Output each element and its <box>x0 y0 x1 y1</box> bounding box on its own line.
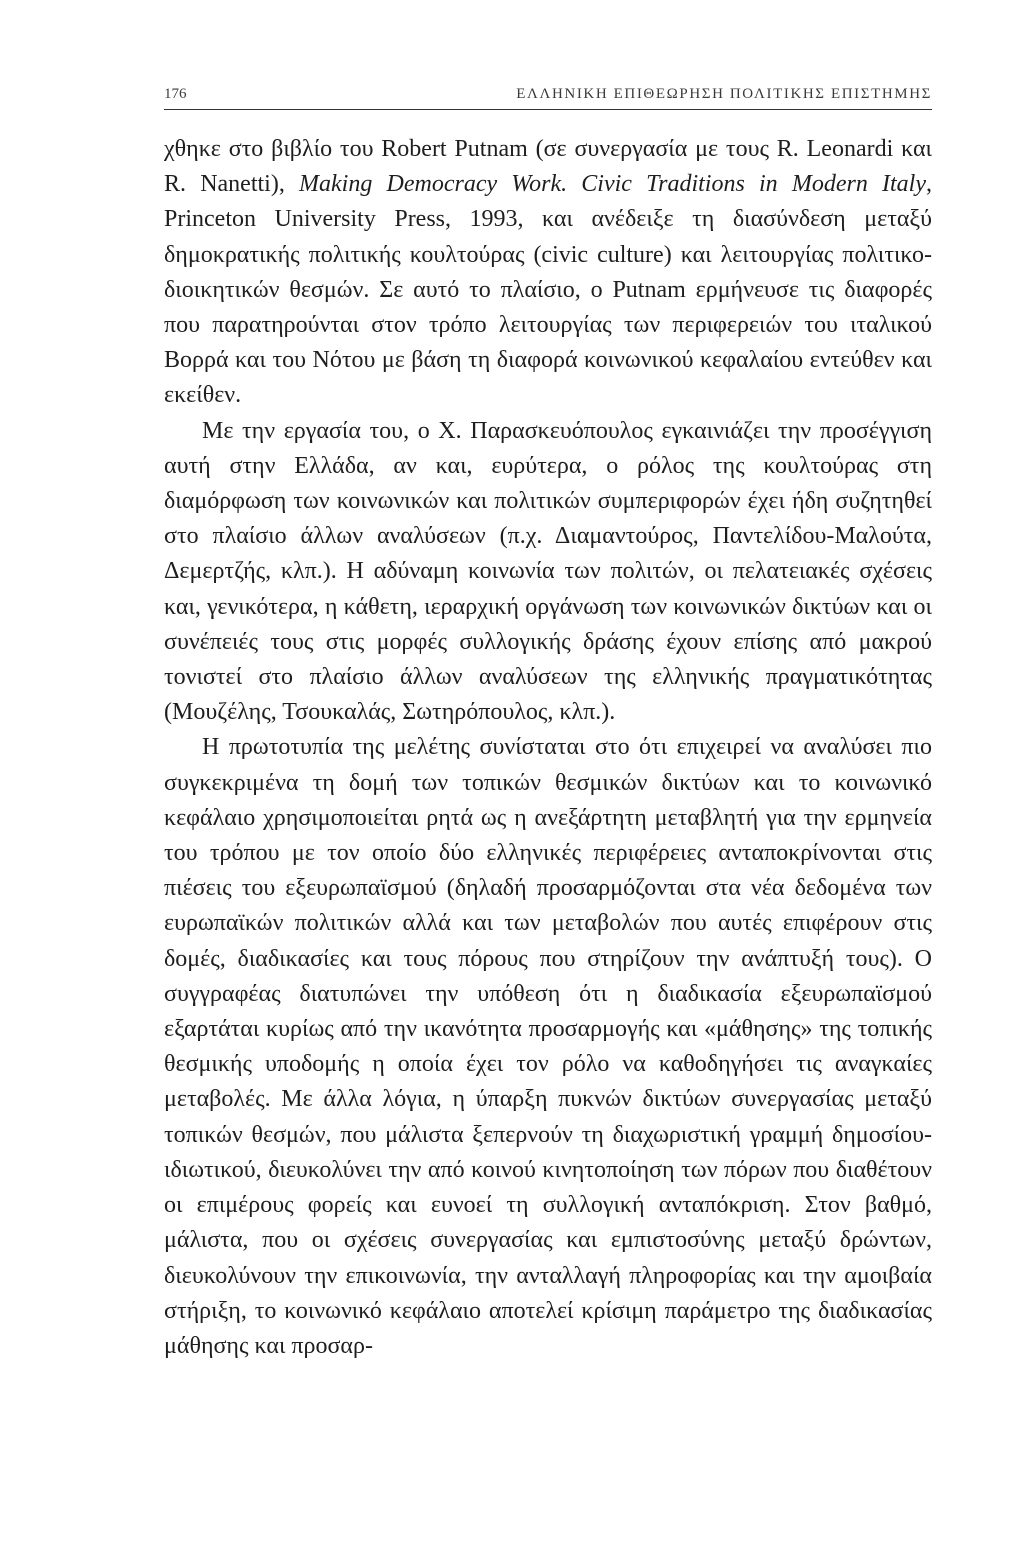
running-header <box>164 86 932 110</box>
paragraph-1-text-a: χθηκε στο βιβλίο του Robert Putnam (σε συνεργασία με τους R. Leonardi και R. Nanetti), <box>164 136 932 198</box>
page-number: 176 <box>164 86 187 102</box>
paragraph-1 <box>164 132 932 414</box>
paragraph-2: Με την εργασία του, ο Χ. Παρασκευόπουλος εγκαινιάζει την προσέγγιση αυτή στην Ελλάδα, αν και, ευρύτερα, ο ρόλος της κουλτούρας στη διαμόρφωση των κοινωνικών και πολιτικών συμπεριφορών έχει ήδη συζητηθεί στο πλαίσιο άλλων αναλύσεων (π.χ. Διαμαντούρος, Παντελίδου-Μαλούτα, Δεμερτζής, κλπ.). Η αδύναμη κοινωνία των πολιτών, οι πελατειακές σχέσεις και, γενικότερα, η κάθετη, ιεραρχική οργάνωση των κοινωνικών δικτύων και οι συνέπειές τους στις μορφές συλλογικής δράσης έχουν επίσης από μακρού τονιστεί στο πλαίσιο άλλων αναλύσεων της ελληνικής πραγματικότητας (Μουζέλης, Τσουκαλάς, Σωτηρόπουλος, κλπ.). <box>164 417 932 726</box>
book-page <box>164 86 932 1364</box>
paragraph-1-text-b: , Princeton University Press, 1993, και ανέδειξε τη διασύνδεση μεταξύ δημοκρατικής πολιτικής κουλτούρας (civic culture) και λειτουργίας πολιτικο-διοικητικών θεσμών. Σε αυτό το πλαίσιο, ο Putnam ερμήνευσε τις διαφορές που παρατηρούνται στον τρόπο λειτουργίας των περιφερειών του ιταλικού Βορρά και του Νότου με βάση τη διαφορά κοινωνικού κεφαλαίου εντεύθεν και εκείθεν. <box>164 171 932 409</box>
paragraph-3: Η πρωτοτυπία της μελέτης συνίσταται στο ότι επιχειρεί να αναλύσει πιο συγκεκριμένα τη δομή των τοπικών θεσμικών δικτύων και το κοινωνικό κεφάλαιο χρησιμοποιείται ρητά ως η ανεξάρτητη μεταβλητή για την ερμηνεία του τρόπου με τον οποίο δύο ελληνικές περιφέρειες ανταποκρίνονται στις πιέσεις του εξευρωπαϊσμού (δηλαδή προσαρμόζονται στα νέα δεδομένα των ευρωπαϊκών πολιτικών αλλά και των μεταβολών που αυτές επιφέρουν στις δομές, διαδικασίες και τους πόρους που στηρίζουν την ανάπτυξή τους). Ο συγγραφέας διατυπώνει την υπόθεση ότι η διαδικασία εξευρωπαϊσμού εξαρτάται κυρίως από την ικανότητα προσαρμογής και «μάθησης» της τοπικής θεσμικής υποδομής η οποία έχει τον ρόλο να καθοδηγήσει τις αναγκαίες μεταβολές. Με άλλα λόγια, η ύπαρξη πυκνών δικτύων συνεργασίας μεταξύ τοπικών θεσμών, που μάλιστα ξεπερνούν τη διαχωριστική γραμμή δημοσίου-ιδιωτικού, διευκολύνει την από κοινού κινητοποίηση των πόρων που διαθέτουν οι επιμέρους φορείς και ευνοεί τη συλλογική ανταπόκριση. Στον βαθμό, μάλιστα, που οι σχέσεις συνεργασίας και εμπιστοσύνης μεταξύ δρώντων, διευκολύνουν την επικοινωνία, την ανταλλαγή πληροφορίας και την αμοιβαία στήριξη, το κοινωνικό κεφάλαιο αποτελεί κρίσιμη παράμετρο της διαδικασίας μάθησης και προσαρ- <box>164 734 932 1359</box>
journal-title: ΕΛΛΗΝΙΚΗ ΕΠΙΘΕΩΡΗΣΗ ΠΟΛΙΤΙΚΗΣ ΕΠΙΣΤΗΜΗΣ <box>516 86 932 102</box>
body-text <box>164 132 932 1364</box>
book-title: Making Democracy Work. Civic Traditions in Modern Italy <box>299 171 926 198</box>
